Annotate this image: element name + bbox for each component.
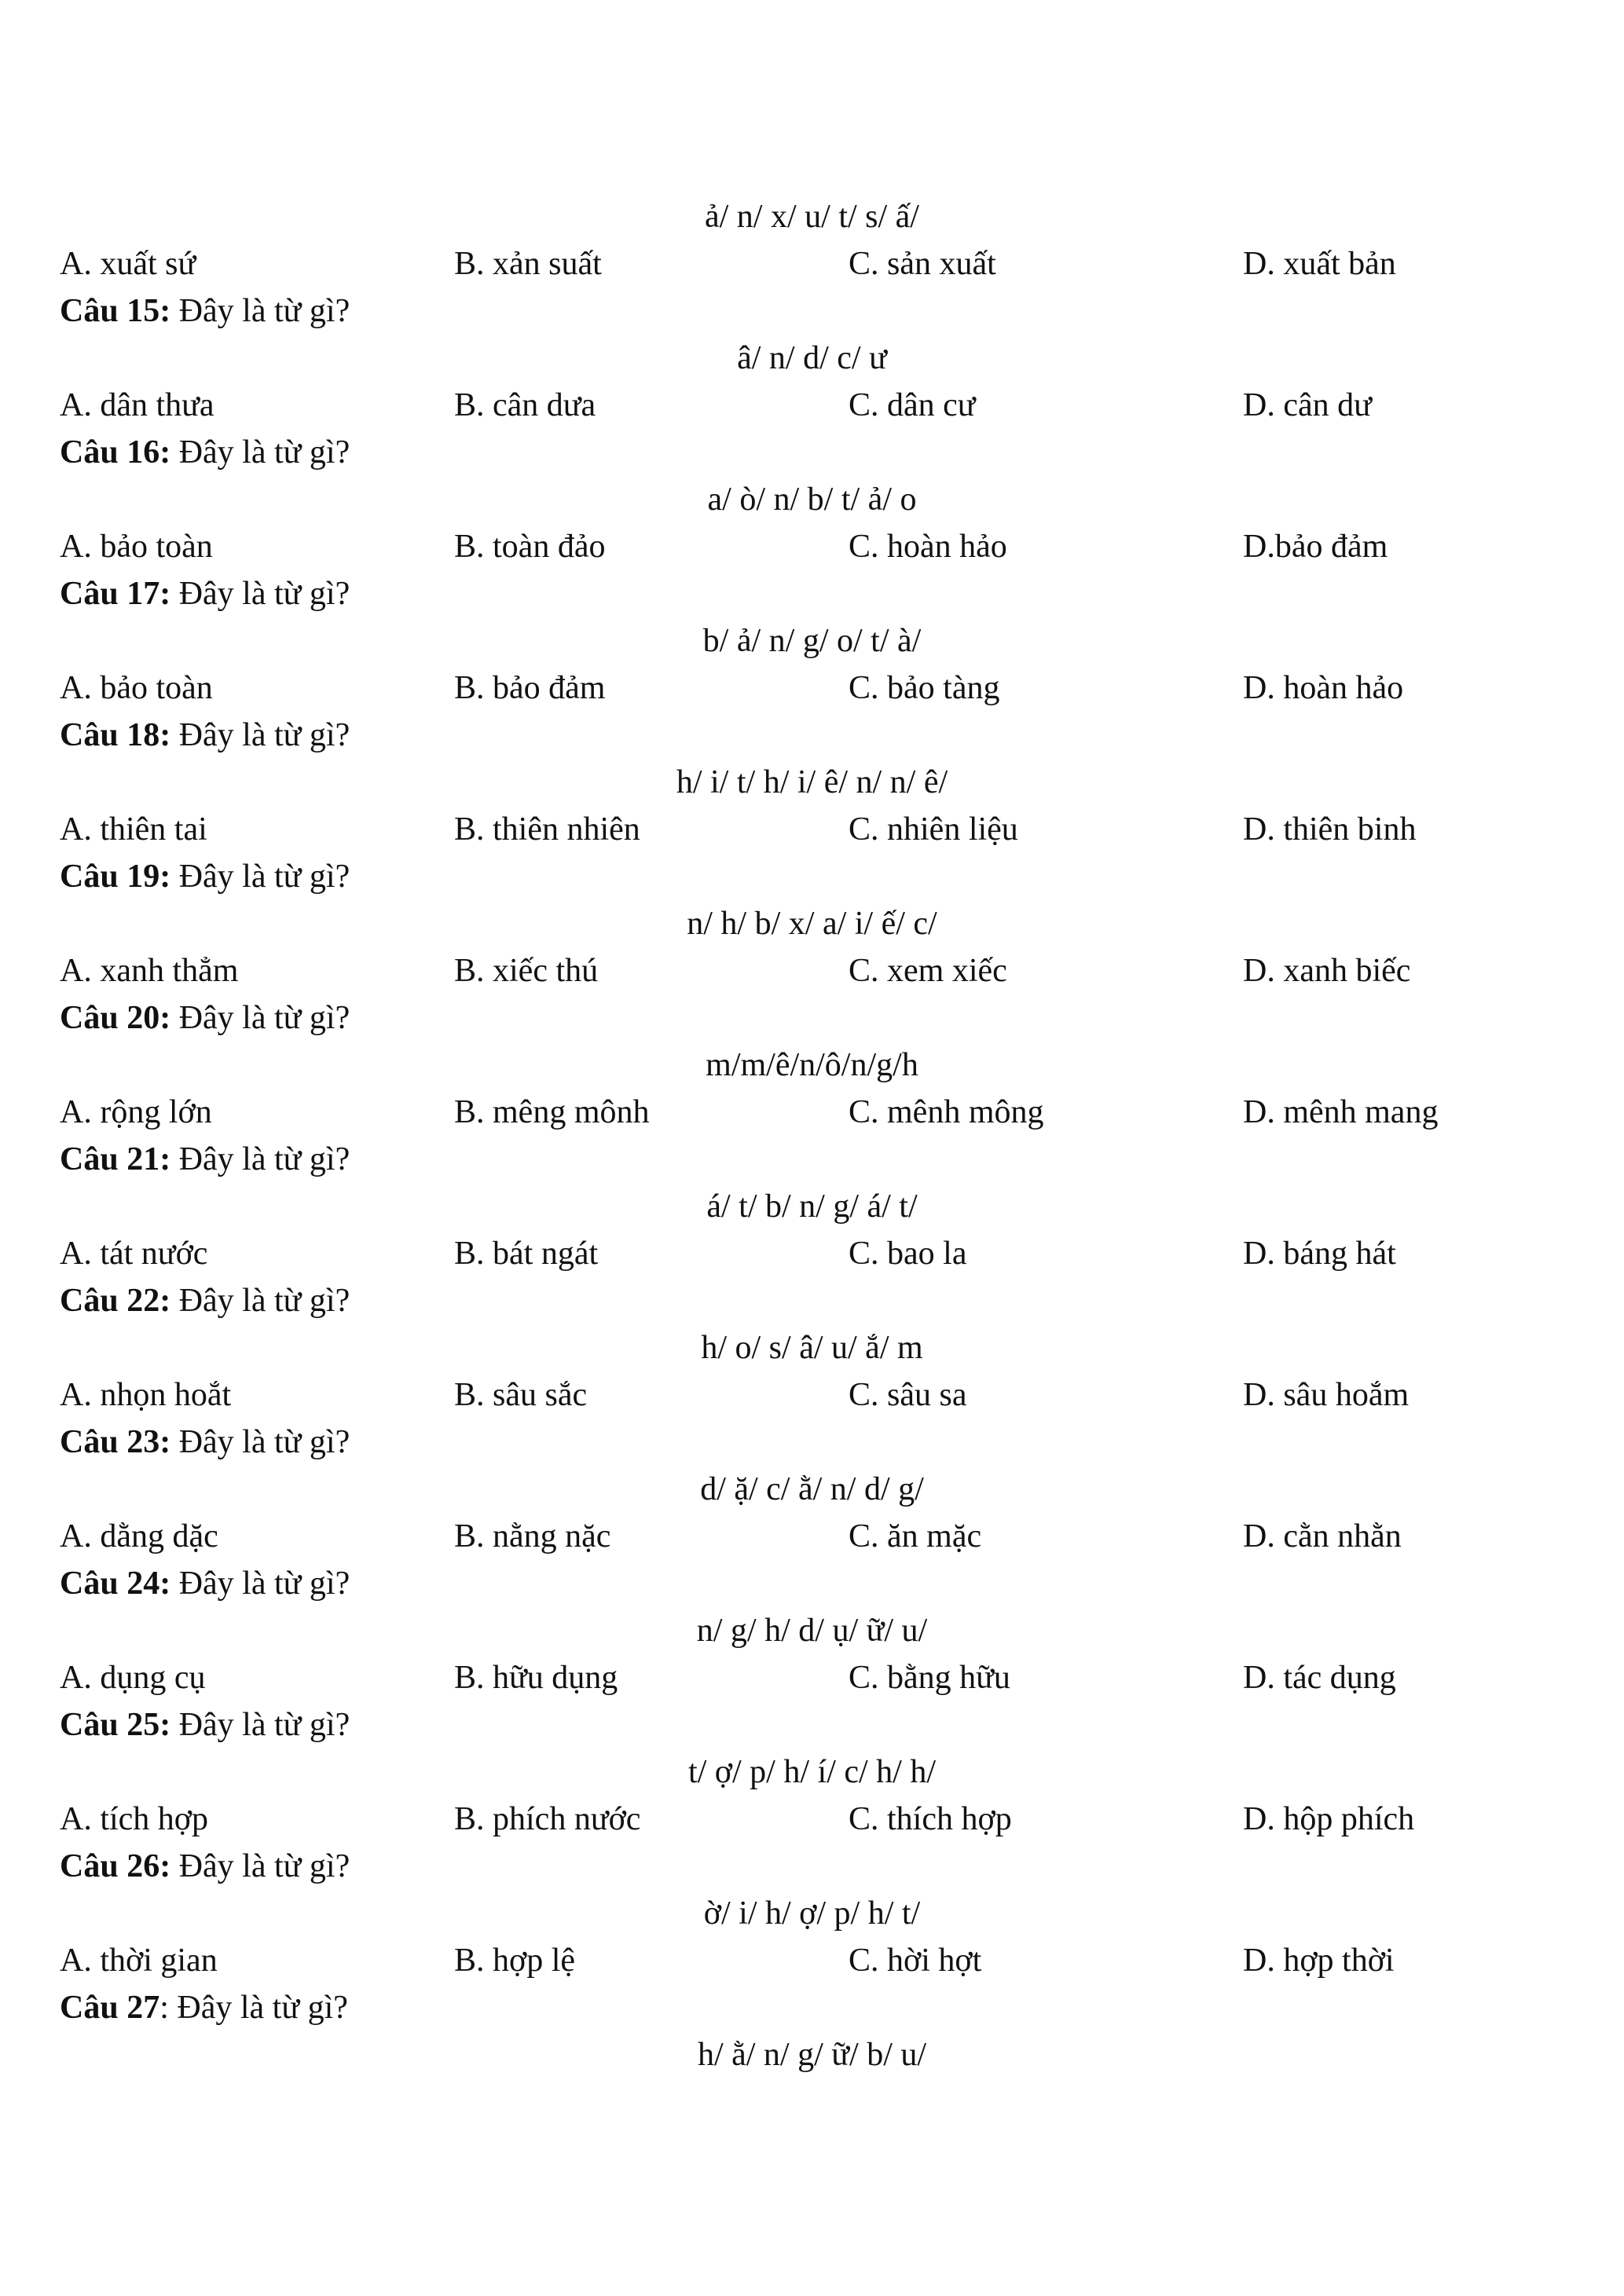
option-d-top: D. xuất bản <box>1243 246 1396 282</box>
scramble-19: n/ h/ b/ x/ a/ i/ ế/ c/ <box>687 906 937 942</box>
option-c-25: C. thích hợp <box>849 1801 1012 1837</box>
scramble-24: n/ g/ h/ d/ ụ/ ữ/ u/ <box>696 1613 928 1649</box>
question-prompt: Đây là từ gì? <box>170 293 350 329</box>
option-a-17: A. bảo toàn <box>60 670 213 706</box>
scramble-25: t/ ợ/ p/ h/ í/ c/ h/ h/ <box>687 1754 937 1790</box>
option-c-top: C. sản xuất <box>849 246 996 282</box>
question-label: Câu 25: <box>60 1707 171 1743</box>
option-d-19: D. xanh biếc <box>1243 953 1411 989</box>
option-c-15: C. dân cư <box>849 387 976 423</box>
question-label: Câu 15: <box>60 293 171 329</box>
scramble-17: b/ ả/ n/ g/ o/ t/ à/ <box>702 623 922 659</box>
option-d-26: D. hợp thời <box>1243 1943 1395 1979</box>
option-a-25: A. tích hợp <box>60 1801 209 1837</box>
question-26 <box>60 1846 350 1887</box>
option-b-17: B. bảo đảm <box>454 670 606 706</box>
option-d-22: D. sâu hoắm <box>1243 1377 1410 1413</box>
question-label: Câu 16: <box>60 434 171 471</box>
question-label: Câu 27 <box>60 1990 160 2026</box>
option-d-21: D. báng hát <box>1243 1236 1396 1272</box>
question-prompt: : Đây là từ gì? <box>159 1990 348 2026</box>
question-22 <box>60 1280 350 1321</box>
option-b-24: B. hữu dụng <box>454 1660 618 1696</box>
option-c-16: C. hoàn hảo <box>849 529 1007 565</box>
option-b-top: B. xản suất <box>454 246 602 282</box>
option-a-26: A. thời gian <box>60 1943 218 1979</box>
question-label: Câu 22: <box>60 1283 171 1319</box>
question-label: Câu 20: <box>60 1000 171 1036</box>
option-b-19: B. xiếc thú <box>454 953 599 989</box>
option-b-26: B. hợp lệ <box>454 1943 576 1979</box>
question-20 <box>60 998 350 1038</box>
question-19 <box>60 856 350 897</box>
option-c-21: C. bao la <box>849 1236 967 1272</box>
option-d-16: D.bảo đảm <box>1243 529 1388 565</box>
option-a-23: A. dằng dặc <box>60 1518 218 1554</box>
option-b-18: B. thiên nhiên <box>454 811 640 848</box>
question-16 <box>60 432 350 473</box>
question-prompt: Đây là từ gì? <box>170 1848 350 1884</box>
question-prompt: Đây là từ gì? <box>170 1707 350 1743</box>
option-b-16: B. toàn đảo <box>454 529 606 565</box>
question-label: Câu 23: <box>60 1424 171 1460</box>
question-label: Câu 17: <box>60 576 171 612</box>
question-prompt: Đây là từ gì? <box>170 1283 350 1319</box>
scramble-20: m/m/ê/n/ô/n/g/h <box>706 1047 918 1083</box>
scramble-18: h/ i/ t/ h/ i/ ê/ n/ n/ ê/ <box>676 764 948 800</box>
option-a-22: A. nhọn hoắt <box>60 1377 232 1413</box>
question-prompt: Đây là từ gì? <box>170 1000 350 1036</box>
option-b-20: B. mêng mônh <box>454 1094 650 1130</box>
question-prompt: Đây là từ gì? <box>170 1141 350 1177</box>
option-c-26: C. hời hợt <box>849 1943 982 1979</box>
option-b-25: B. phích nước <box>454 1801 641 1837</box>
scramble-23: d/ ặ/ c/ ằ/ n/ d/ g/ <box>700 1471 924 1507</box>
question-label: Câu 21: <box>60 1141 171 1177</box>
option-d-18: D. thiên binh <box>1243 811 1417 848</box>
question-label: Câu 18: <box>60 717 171 753</box>
option-c-22: C. sâu sa <box>849 1377 967 1413</box>
question-21 <box>60 1139 350 1180</box>
option-c-18: C. nhiên liệu <box>849 811 1018 848</box>
option-d-15: D. cân dư <box>1243 387 1372 423</box>
question-27 <box>60 1987 348 2028</box>
option-c-17: C. bảo tàng <box>849 670 1000 706</box>
question-label: Câu 19: <box>60 859 171 895</box>
option-c-23: C. ăn mặc <box>849 1518 982 1554</box>
option-d-17: D. hoàn hảo <box>1243 670 1404 706</box>
option-c-24: C. bằng hữu <box>849 1660 1010 1696</box>
option-a-20: A. rộng lớn <box>60 1094 212 1130</box>
option-a-16: A. bảo toàn <box>60 529 213 565</box>
question-17 <box>60 573 350 614</box>
question-18 <box>60 715 350 756</box>
question-prompt: Đây là từ gì? <box>170 717 350 753</box>
option-c-19: C. xem xiếc <box>849 953 1007 989</box>
question-23 <box>60 1422 350 1463</box>
option-b-23: B. nằng nặc <box>454 1518 611 1554</box>
scramble-26: ờ/ i/ h/ ợ/ p/ h/ t/ <box>703 1895 921 1932</box>
question-prompt: Đây là từ gì? <box>170 434 350 471</box>
scramble-16: a/ ò/ n/ b/ t/ ả/ o <box>707 482 917 518</box>
scramble-15: â/ n/ d/ c/ ư <box>737 340 887 376</box>
option-d-20: D. mênh mang <box>1243 1094 1439 1130</box>
question-15 <box>60 291 350 331</box>
option-a-18: A. thiên tai <box>60 811 207 848</box>
option-b-21: B. bát ngát <box>454 1236 599 1272</box>
question-prompt: Đây là từ gì? <box>170 576 350 612</box>
question-label: Câu 24: <box>60 1565 171 1602</box>
question-prompt: Đây là từ gì? <box>170 1424 350 1460</box>
option-c-20: C. mênh mông <box>849 1094 1044 1130</box>
option-a-21: A. tát nước <box>60 1236 208 1272</box>
option-a-24: A. dụng cụ <box>60 1660 206 1696</box>
question-24 <box>60 1563 350 1604</box>
question-prompt: Đây là từ gì? <box>170 1565 350 1602</box>
option-a-19: A. xanh thẳm <box>60 953 239 989</box>
option-b-15: B. cân dưa <box>454 387 596 423</box>
option-d-23: D. cằn nhằn <box>1243 1518 1402 1554</box>
scramble-21: á/ t/ b/ n/ g/ á/ t/ <box>706 1188 918 1225</box>
question-label: Câu 26: <box>60 1848 171 1884</box>
option-d-25: D. hộp phích <box>1243 1801 1415 1837</box>
option-a-top: A. xuất sứ <box>60 246 196 282</box>
question-25 <box>60 1705 350 1745</box>
scramble-top: ả/ n/ x/ u/ t/ s/ ấ/ <box>705 199 919 235</box>
option-d-24: D. tác dụng <box>1243 1660 1396 1696</box>
option-b-22: B. sâu sắc <box>454 1377 588 1413</box>
question-prompt: Đây là từ gì? <box>170 859 350 895</box>
scramble-22: h/ o/ s/ â/ u/ ắ/ m <box>701 1330 923 1366</box>
option-a-15: A. dân thưa <box>60 387 214 423</box>
scramble-27: h/ ằ/ n/ g/ ữ/ b/ u/ <box>697 2037 927 2073</box>
